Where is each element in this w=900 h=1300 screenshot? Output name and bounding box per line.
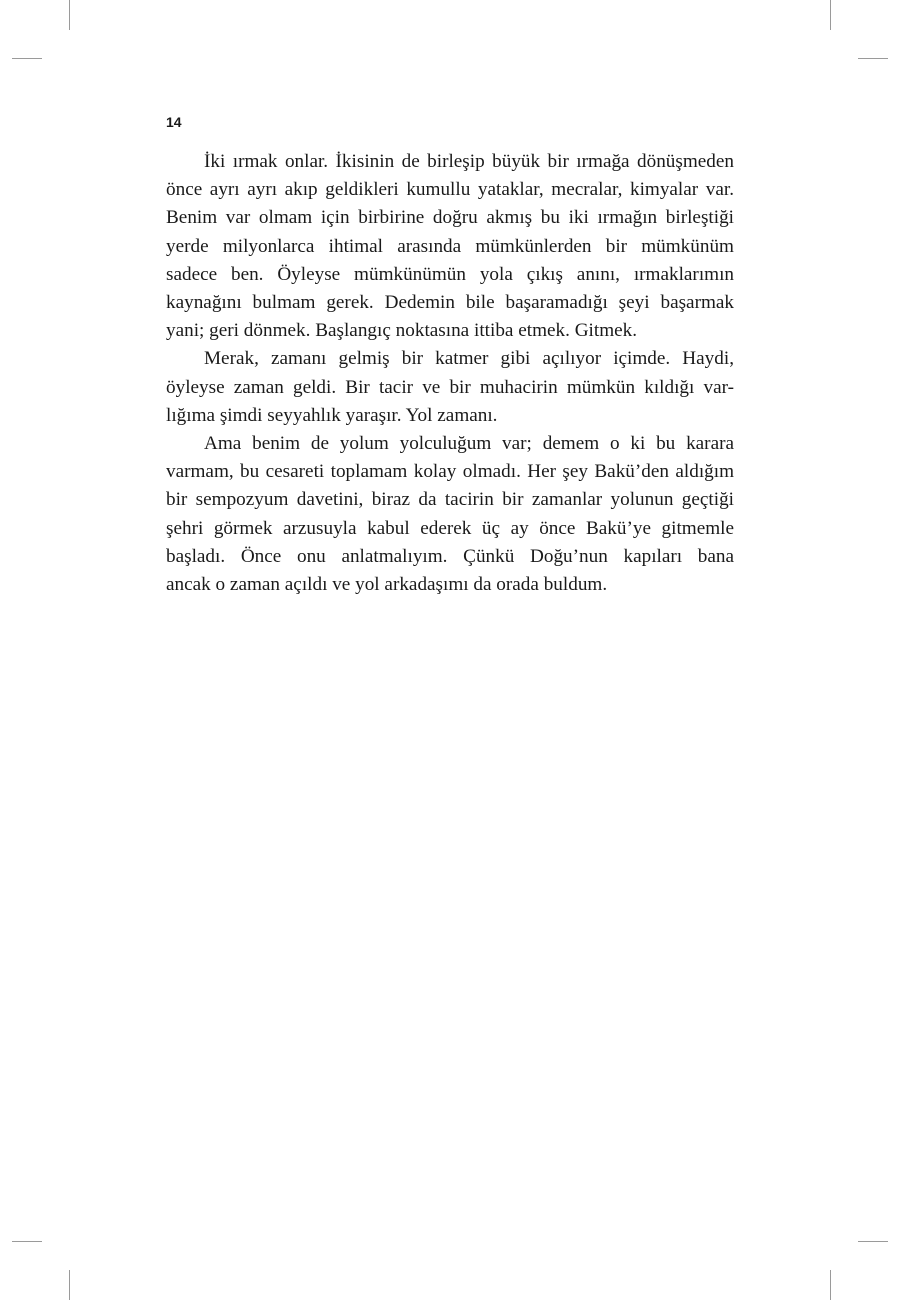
text-line: bir sempozyum davetini, biraz da tacirin bir zamanlar yolunun geçtiği xyxy=(166,489,734,511)
crop-mark-top-right-vertical xyxy=(830,0,831,30)
text-line: kaynağını bulmam gerek. Dedemin bile başaramadığı şeyi başarmak xyxy=(166,292,734,314)
text-line: öyleyse zaman geldi. Bir tacir ve bir muhacirin mümkün kıldığı var- xyxy=(166,376,734,398)
text-line: başladı. Önce onu anlatmalıyım. Çünkü Doğu’nun kapıları bana xyxy=(166,545,734,567)
text-line: ancak o zaman açıldı ve yol arkadaşımı da orada buldum. xyxy=(166,574,608,596)
text-line: sadece ben. Öyleyse mümkünümün yola çıkış anını, ırmaklarımın xyxy=(166,263,734,285)
crop-mark-bottom-right-vertical xyxy=(830,1270,831,1300)
body-text xyxy=(166,148,734,599)
text-line: Benim var olmam için birbirine doğru akmış bu iki ırmağın birleştiği xyxy=(166,207,734,229)
text-line: önce ayrı ayrı akıp geldikleri kumullu yataklar, mecralar, kimyalar var. xyxy=(166,179,734,201)
page-number: 14 xyxy=(166,114,182,130)
text-line: yani; geri dönmek. Başlangıç noktasına ittiba etmek. Gitmek. xyxy=(166,320,638,342)
paragraph-2 xyxy=(166,345,734,430)
paragraph-3 xyxy=(166,430,734,599)
crop-mark-bottom-left-vertical xyxy=(69,1270,70,1300)
crop-mark-bottom-right-horizontal xyxy=(858,1241,888,1242)
crop-mark-top-right-horizontal xyxy=(858,58,888,59)
text-line: yerde milyonlarca ihtimal arasında mümkünlerden bir mümkünüm xyxy=(166,235,734,257)
crop-mark-top-left-horizontal xyxy=(12,58,42,59)
text-line: Merak, zamanı gelmiş bir katmer gibi açılıyor içimde. Haydi, xyxy=(204,348,734,370)
text-line: İki ırmak onlar. İkisinin de birleşip büyük bir ırmağa dönüşmeden xyxy=(204,151,734,172)
crop-mark-bottom-left-horizontal xyxy=(12,1241,42,1242)
text-line: Ama benim de yolum yolculuğum var; demem o ki bu karara xyxy=(204,433,734,455)
text-line: şehri görmek arzusuyla kabul ederek üç ay önce Bakü’ye gitmemle xyxy=(166,517,734,539)
text-line: varmam, bu cesareti toplamam kolay olmadı. Her şey Bakü’den aldığım xyxy=(166,461,734,483)
paragraph-1 xyxy=(166,148,734,345)
crop-mark-top-left-vertical xyxy=(69,0,70,30)
text-line: lığıma şimdi seyyahlık yaraşır. Yol zamanı. xyxy=(166,404,498,426)
